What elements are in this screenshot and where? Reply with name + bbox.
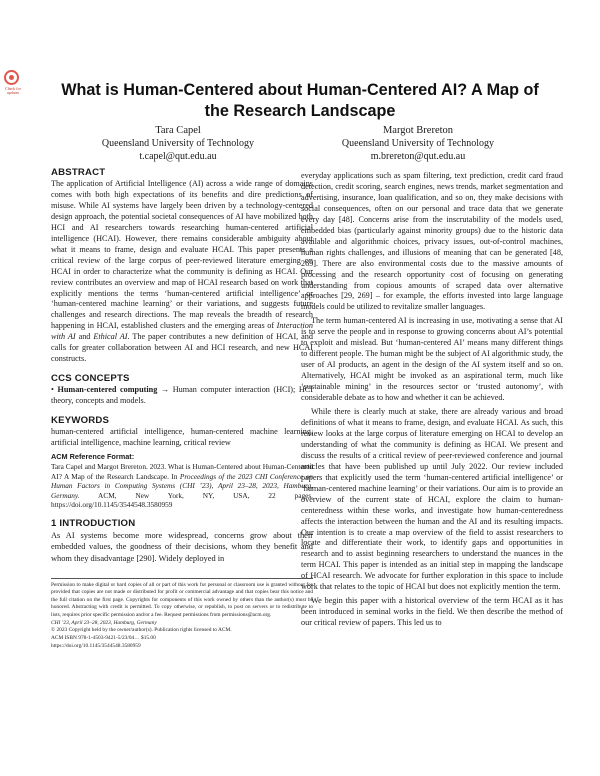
paragraph: While there is clearly much at stake, there are already various and broad definitions of what it means to frame, design, and evaluate HCAI. As such, this review looks at the large corpus of literature emerging on HCAI to develop an understanding of what the community is defining as HCAI. We present and discuss the results of a critical review of peer-reviewed conference and journal articles that have been published up until July 2022. Our review included papers that explicitly used the term ‘human-centered artificial intelligence’ or ‘human-centered machine learning’ or their variations. Our aim is to provide an overview of the current state of HCAI, explore the claim to human-centeredness within these works, and investigate how human-centeredness affects the interaction between the human and the AI and its resulting impacts. Our intention is to create a map overview of the field to assist researchers to locate and differentiate their work, to identify gaps and opportunities in research and to assist beginning researchers to understand the nuances in the term HCAI. This paper is intended as an initial step in mapping the landscape of HCAI research. We advocate for further exploration in this space to include work that relates to the topic of HCAI but does not explicitly mention the term. — [301, 407, 563, 592]
author-name: Margot Brereton — [382, 125, 454, 136]
paragraph: The term human-centered AI is increasing in use, motivating a sense that AI is to serve the people and in response to growing concerns about AI’s potential to exploit and mislead. But ‘human-centered AI’ means many different things to different people. The human might be the subject of AI algorithmic study, the user of AI products, an agent in the design of the AI system itself and so on. Alternatively, HCAI might be invoked as an aspirational term, much like ‘sustainable mining’ in the resources sector or ‘trusted autonomy’, with considerable debate as to how and whether it can be achieved. — [301, 316, 563, 403]
author-block — [58, 124, 298, 163]
paper-title: What is Human-Centered about Human-Centered AI? A Map of the Research Landscape — [61, 81, 539, 120]
permission-text: Permission to make digital or hard copies of all or part of this work for personal or classroom use is granted without fee provided that copies are not made or distributed for profit or commercial advantage and that copies bear this notice and the full citation on the first page. Copyrights for components of this work owned by others than the author(s) must be honored. Abstracting with credit is permitted. To copy otherwise, or republish, to post on servers or to redistribute to lists, requires prior specific permission and/or a fee. Request permissions from permissions@acm.org. — [51, 582, 313, 618]
introduction-text: As AI systems become more widespread, concerns grow about their embedded values, the goodness of their decisions, whom they benefit and whom they disadvantage [290]. Widely deployed in — [51, 530, 313, 563]
paragraph: We begin this paper with a historical overview of the term HCAI as it has been introduced in seminal works in the field. We then describe the method of our critical review of papers. This led us to — [301, 596, 563, 628]
author-affiliation: Queensland University of Technology — [341, 138, 495, 149]
reference-heading: ACM Reference Format: — [51, 452, 135, 462]
ccs-text: • Human-centered computing → Human computer interaction (HCI); HCI theory, concepts and models. — [51, 385, 313, 406]
isbn-text: ACM ISBN 978-1-4503-9421-5/23/04… $15.00 — [51, 635, 156, 642]
venue-text: CHI ’23, April 23–28, 2023, Hamburg, Germany — [51, 619, 157, 626]
author-email[interactable]: t.capel@qut.edu.au — [139, 151, 217, 162]
paragraph: everyday applications such as spam filtering, text prediction, credit card fraud detection, credit scoring, search engines, news trends, market segmentation and advertising, insurance, loan qualification, and so on, they make decisions with social consequences, often on our personal and trace data that we generate every day [48]. Concerns arise from the inscrutability of the models used, embedded bias (particularly against minority groups) due to the historic data available and algorithmic choices, privacy issues, out-of-control machines, human rights challenges, and illusions of meaning that can be generated [48, 269]. There are also environmental costs due to the massive amounts of processing and the research opportunity cost of focusing on generating understanding from copious amounts of scraped data over alternative approaches [29, 269] – for example, the efforts invested into large language models could be utilized to revitalize smaller languages. — [301, 171, 563, 312]
doi-link[interactable]: https://doi.org/10.1145/3544548.3580959 — [51, 643, 141, 650]
keywords-heading: KEYWORDS — [51, 415, 110, 427]
right-column — [301, 171, 563, 629]
ccs-heading: CCS CONCEPTS — [51, 373, 130, 385]
abstract-heading: ABSTRACT — [51, 167, 106, 178]
keywords-text: human-centered artificial intelligence, human-centered machine learning, artificial intelligence, machine learning, critical review — [51, 427, 313, 448]
reference-text: Tara Capel and Margot Brereton. 2023. What is Human-Centered about Human-Centered AI? A Map of the Research Landscape. In Proceedings of the 2023 CHI Conference on Human Factors in Computing Systems (CHI ’23), April 23–28, 2023, Hamburg, Germany. ACM, New York, NY, USA, 22 pages. https://doi.org/10.1145/3544548.3580959 — [51, 462, 313, 510]
left-column — [51, 166, 313, 564]
author-email[interactable]: m.brereton@qut.edu.au — [370, 151, 466, 162]
footnote-divider — [51, 578, 313, 579]
footnote-block — [51, 578, 313, 651]
copyright-text: © 2023 Copyright held by the owner/author(s). Publication rights licensed to ACM. — [51, 627, 232, 634]
check-for-updates-icon[interactable] — [4, 70, 19, 85]
check-for-updates-label[interactable]: Check for updates — [5, 86, 21, 95]
introduction-heading: 1 INTRODUCTION — [51, 517, 136, 529]
abstract-text: The application of Artificial Intelligence (AI) across a wide range of domains comes with both high expectations of its benefits and dire predictions of misuse. While AI systems have largely been driven by a technology-centered design approach, the potential societal consequences of AI have mobilized both HCI and AI researchers towards researching human-centered artificial intelligence (HCAI). However, there remains considerable ambiguity about what it means to frame, design and evaluate HCAI. This paper presents a critical review of the large corpus of peer-reviewed literature emerging on HCAI in order to characterize what the community is defining as HCAI. Our review contributes an overview and map of HCAI research based on work that explicitly mentions the terms ‘human-centered artificial intelligence’ or ‘human-centered machine learning’ or their variations, and suggests future challenges and research directions. The map reveals the breadth of research happening in HCAI, established clusters and the emerging areas of Interaction with AI and Ethical AI. The paper contributes a new definition of HCAI, and calls for greater collaboration between AI and HCI research, and new HCAI constructs. — [51, 179, 313, 364]
author-name: Tara Capel — [155, 125, 201, 136]
author-block — [298, 124, 538, 163]
author-affiliation: Queensland University of Technology — [101, 138, 255, 149]
